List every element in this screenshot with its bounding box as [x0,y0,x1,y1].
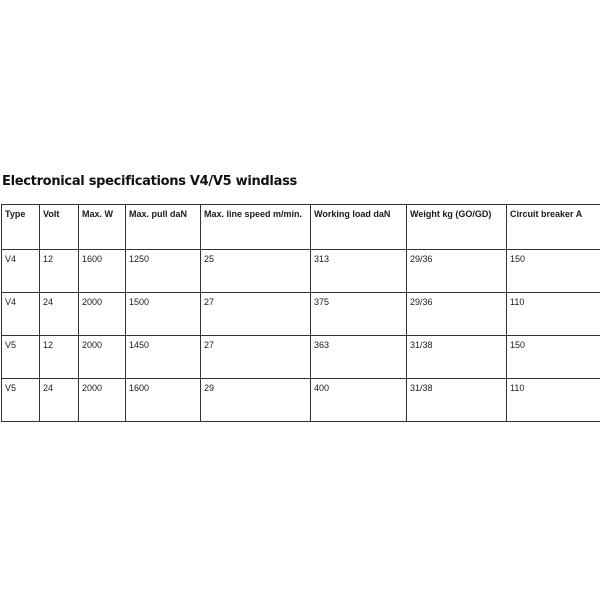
column-header-working-load: Working load daN [311,205,407,250]
specifications-table [1,204,600,422]
table-cell-type: V4 [2,250,40,293]
table-cell-working-load: 375 [311,293,407,336]
column-header-weight: Weight kg (GO/GD) [407,205,507,250]
table-cell-max-w: 1600 [79,250,126,293]
table-cell-max-w: 2000 [79,379,126,422]
column-header-circuit-breaker: Circuit breaker A [507,205,600,250]
table-cell-weight: 29/36 [407,250,507,293]
table-cell-circuit-breaker: 110 [507,379,600,422]
table-cell-max-pull: 1500 [126,293,201,336]
column-header-max-w: Max. W [79,205,126,250]
table-cell-max-line-speed: 27 [201,293,311,336]
table-row [2,336,600,379]
table-cell-type: V4 [2,293,40,336]
table-cell-type: V5 [2,379,40,422]
page-title: Electronical specifications V4/V5 windlass [2,174,297,189]
column-header-type: Type [2,205,40,250]
table-cell-volt: 24 [40,379,79,422]
table-cell-volt: 12 [40,336,79,379]
table-cell-volt: 24 [40,293,79,336]
table-cell-weight: 31/38 [407,336,507,379]
table-cell-max-pull: 1250 [126,250,201,293]
table-cell-max-w: 2000 [79,293,126,336]
table-row [2,379,600,422]
table-cell-weight: 31/38 [407,379,507,422]
table-cell-max-line-speed: 29 [201,379,311,422]
table-row [2,293,600,336]
table-cell-working-load: 313 [311,250,407,293]
table-header-row [2,205,600,250]
table-cell-weight: 29/36 [407,293,507,336]
table-cell-type: V5 [2,336,40,379]
table-cell-working-load: 363 [311,336,407,379]
table-cell-circuit-breaker: 150 [507,336,600,379]
table-cell-max-w: 2000 [79,336,126,379]
column-header-max-line-speed: Max. line speed m/min. [201,205,311,250]
column-header-volt: Volt [40,205,79,250]
table-cell-circuit-breaker: 150 [507,250,600,293]
column-header-max-pull: Max. pull daN [126,205,201,250]
table-cell-circuit-breaker: 110 [507,293,600,336]
table-cell-max-pull: 1600 [126,379,201,422]
table-cell-max-line-speed: 25 [201,250,311,293]
table-cell-max-pull: 1450 [126,336,201,379]
table-cell-volt: 12 [40,250,79,293]
table-row [2,250,600,293]
table-cell-working-load: 400 [311,379,407,422]
table-cell-max-line-speed: 27 [201,336,311,379]
